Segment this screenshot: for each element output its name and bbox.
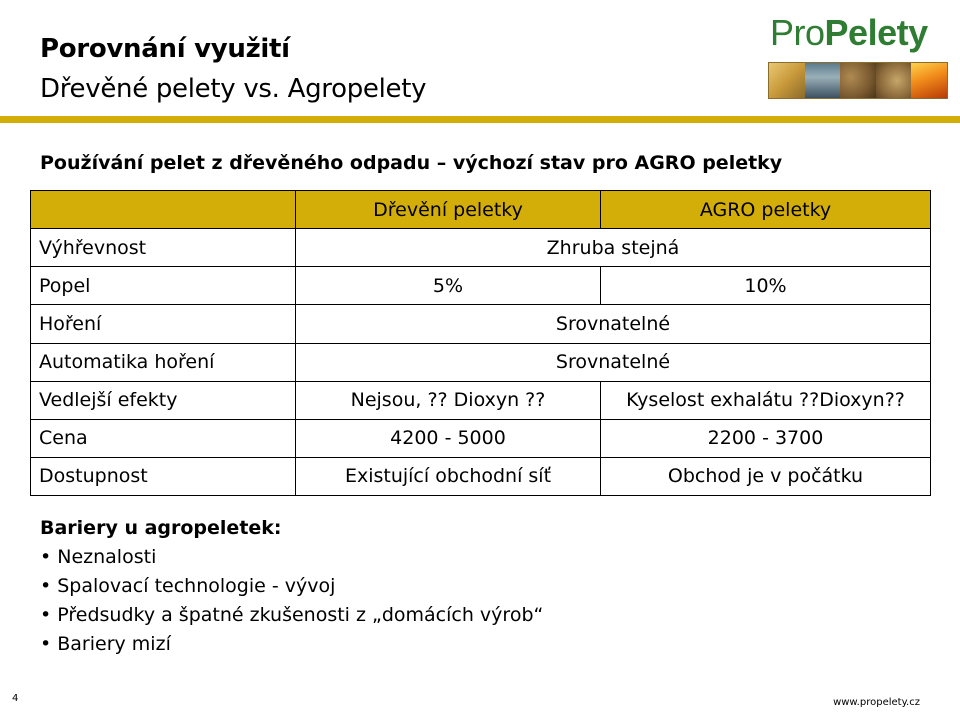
table-row [31, 229, 931, 267]
list-item: • Spalovací technologie - vývoj [40, 572, 543, 601]
row-label: Vedlejší efekty [31, 381, 296, 419]
grain-pellets-image [876, 63, 912, 98]
header-wood-pellets: Dřevění peletky [296, 191, 601, 229]
merged-value-cell: Srovnatelné [296, 343, 931, 381]
row-label: Cena [31, 419, 296, 457]
barriers-heading: Bariery u agropeletek: [40, 517, 282, 539]
row-label: Výhřevnost [31, 229, 296, 267]
list-item: • Předsudky a špatné zkušenosti z „domácích výrob“ [40, 601, 543, 630]
table-row [31, 305, 931, 343]
wood-value-cell: 5% [296, 267, 601, 305]
row-label: Dostupnost [31, 457, 296, 495]
logo-image-strip [768, 62, 948, 99]
straw-bale-image [769, 63, 805, 98]
agro-value-cell: 2200 - 3700 [601, 419, 931, 457]
page-number: 4 [12, 693, 19, 704]
machine-image [805, 63, 841, 98]
agro-value-cell: Kyselost exhalátu ??Dioxyn?? [601, 381, 931, 419]
comparison-table [30, 190, 931, 496]
barriers-section [40, 514, 543, 659]
table-row [31, 419, 931, 457]
merged-value-cell: Zhruba stejná [296, 229, 931, 267]
merged-value-cell: Srovnatelné [296, 305, 931, 343]
wood-value-cell: Nejsou, ?? Dioxyn ?? [296, 381, 601, 419]
table-header-row [31, 191, 931, 229]
slide-subtitle: Dřevěné pelety vs. Agropelety [40, 74, 427, 104]
header-divider [0, 116, 960, 123]
list-item: • Bariery mizí [40, 630, 543, 659]
list-item: • Neznalosti [40, 543, 543, 572]
slide-title: Porovnání využití [40, 34, 290, 64]
table-row [31, 457, 931, 495]
agro-value-cell: 10% [601, 267, 931, 305]
propelety-logo [768, 12, 950, 102]
section-title: Používání pelet z dřevěného odpadu – výchozí stav pro AGRO peletky [40, 152, 783, 174]
header-empty-cell [31, 191, 296, 229]
wood-value-cell: 4200 - 5000 [296, 419, 601, 457]
header-agro-pellets: AGRO peletky [601, 191, 931, 229]
table-row [31, 343, 931, 381]
table-row [31, 381, 931, 419]
row-label: Automatika hoření [31, 343, 296, 381]
footer-url: www.propelety.cz [833, 697, 920, 708]
agro-value-cell: Obchod je v počátku [601, 457, 931, 495]
wood-value-cell: Existující obchodní síť [296, 457, 601, 495]
row-label: Popel [31, 267, 296, 305]
fire-image [911, 63, 947, 98]
pellets-image [840, 63, 876, 98]
row-label: Hoření [31, 305, 296, 343]
table-row [31, 267, 931, 305]
barriers-list [40, 543, 543, 659]
logo-text: ProPelety [770, 12, 928, 53]
